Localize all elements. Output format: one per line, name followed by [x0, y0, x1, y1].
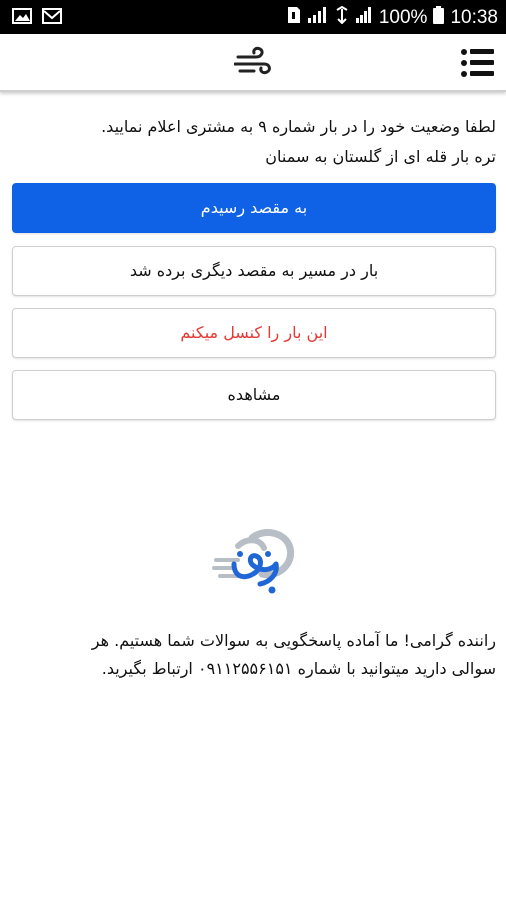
- status-bar-left: [12, 8, 62, 28]
- saba-logo-icon: [212, 524, 296, 602]
- battery-icon: [433, 6, 444, 30]
- hamburger-menu-icon[interactable]: [460, 46, 496, 80]
- gallery-icon: [12, 8, 32, 28]
- view-button[interactable]: مشاهده: [12, 370, 496, 420]
- app-bar: [0, 34, 506, 92]
- other-destination-button[interactable]: بار در مسیر به مقصد دیگری برده شد: [12, 246, 496, 296]
- wifi-icon: [335, 6, 349, 30]
- signal-icon: [355, 6, 373, 30]
- signal-icon: [307, 6, 329, 30]
- message-line-2: تره بار قله ای از گلستان به سمنان: [265, 147, 496, 166]
- support-message: [12, 627, 496, 683]
- support-line-2: سوالی دارید میتوانید با شماره ۰۹۱۱۲۵۵۶۱۵۱ ارتباط بگیرید.: [101, 659, 496, 678]
- status-bar: [0, 0, 506, 34]
- clock: 10:38: [450, 7, 498, 28]
- support-line-1: راننده گرامی! ما آماده پاسخگویی به سوالات شما هستیم. هر: [91, 631, 496, 650]
- wind-icon: [234, 46, 274, 80]
- mail-icon: [42, 8, 62, 28]
- battery-percentage: 100%: [378, 7, 428, 28]
- sim-icon: [287, 6, 301, 30]
- arrived-button[interactable]: به مقصد رسیدم: [12, 183, 496, 233]
- message-line-1: لطفا وضعیت خود را در بار شماره ۹ به مشتری اعلام نمایید.: [101, 117, 496, 136]
- cancel-load-button[interactable]: این بار را کنسل میکنم: [12, 308, 496, 358]
- status-bar-right: [287, 6, 498, 30]
- status-message: [12, 112, 496, 172]
